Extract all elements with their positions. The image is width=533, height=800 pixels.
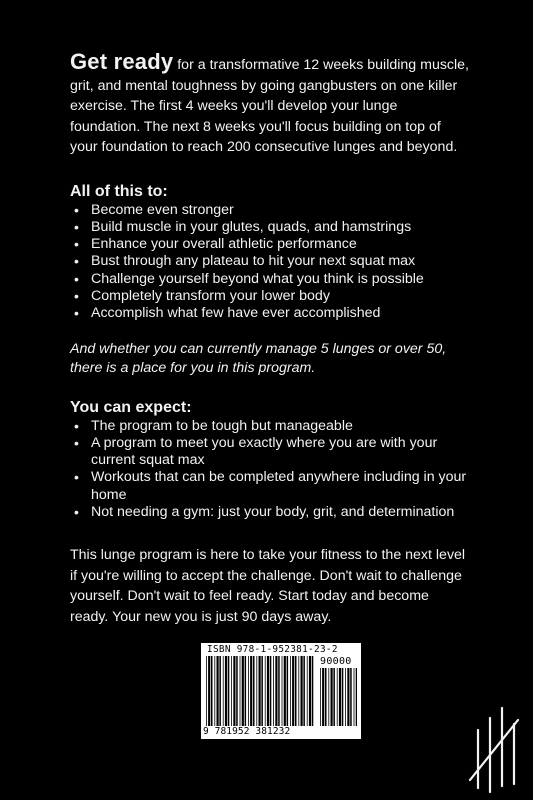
list-item: • Bust through any plateau to hit your next squat max [70, 253, 470, 270]
intro-paragraph [70, 49, 470, 158]
barcode-bar [242, 656, 244, 726]
barcode-bar [240, 656, 241, 726]
barcode-bar [259, 656, 261, 726]
barcode-bar [206, 656, 207, 726]
barcode-bar [267, 656, 269, 726]
barcode-bar [208, 656, 210, 726]
barcode-bar [354, 668, 355, 726]
list-item: • Enhance your overall athletic performance [70, 236, 470, 253]
barcode-bar [265, 656, 266, 726]
barcode-bar [256, 656, 257, 726]
barcode-bar [298, 656, 299, 726]
list-item: • Become even stronger [70, 202, 470, 219]
barcode-bar [236, 656, 238, 726]
barcode-bar [278, 656, 280, 726]
barcode-bar [295, 656, 297, 726]
publisher-logo-icon [462, 700, 522, 795]
barcode-bar [228, 656, 230, 726]
barcode-bar [261, 656, 263, 726]
barcode-bar [225, 656, 227, 726]
barcode-bar [214, 656, 215, 726]
list-item: • Workouts that can be completed anywhere including in your home [70, 469, 470, 504]
expectations-list [70, 418, 470, 522]
intro-lead: Get ready [70, 49, 174, 74]
intro-text: for a transformative 12 weeks building muscle, grit, and mental toughness by going gangbusters on one killer exercise. The first 4 weeks you'll develop your lunge foundation. The next 8 weeks you'll focus building on top of your foundation to reach 200 consecutive lunges and beyond. [70, 57, 470, 155]
barcode-addon-bars-icon [319, 668, 357, 726]
barcode-bar [350, 668, 352, 726]
barcode-bar [307, 656, 308, 726]
barcode-bar [356, 668, 357, 726]
list-item: • Accomplish what few have ever accomplished [70, 305, 470, 322]
barcode-bar [233, 656, 235, 726]
barcode-bar [331, 668, 333, 726]
barcode-bar [325, 668, 327, 726]
you-can-expect-heading: You can expect: [70, 398, 192, 416]
isbn-label: ISBN 978-1-952381-23-2 [207, 644, 338, 655]
barcode-digits: 9 781952 381232 [203, 726, 291, 737]
barcode-bar [320, 668, 321, 726]
list-item: • Completely transform your lower body [70, 288, 470, 305]
barcode-bar [273, 656, 274, 726]
barcode-bar [303, 656, 305, 726]
barcode-bar [253, 656, 255, 726]
closing-paragraph: This lunge program is here to take your fitness to the next level if you're willing to accept the challenge. Don't wait to challenge yourself. Don't wait to feel ready. Start today and become ready. Your new you is just 90 days away. [70, 547, 466, 625]
barcode-bar [223, 656, 224, 726]
barcode-bar [270, 656, 272, 726]
list-item: • Not needing a gym: just your body, grit, and determination [70, 504, 470, 521]
barcode-bar [339, 668, 341, 726]
list-item: • The program to be tough but manageable [70, 418, 470, 435]
barcode-bar [275, 656, 277, 726]
benefits-list [70, 202, 470, 323]
barcode-bar [282, 656, 283, 726]
barcode-bar [211, 656, 213, 726]
barcode-bar [309, 656, 311, 726]
barcode-bar [322, 668, 324, 726]
barcode-bar [337, 668, 338, 726]
barcode-bar [333, 668, 335, 726]
all-of-this-heading: All of this to: [70, 182, 168, 200]
barcode-bar [328, 668, 329, 726]
barcode-bar [312, 656, 314, 726]
barcode-bar [245, 656, 247, 726]
barcode-bar [290, 656, 291, 726]
barcode-bar [231, 656, 232, 726]
barcode-bar [248, 656, 249, 726]
back-cover-text [70, 49, 470, 627]
barcode-bar [292, 656, 294, 726]
barcode-bar [301, 656, 303, 726]
italic-quote: And whether you can currently manage 5 lunges or over 50, there is a place for you in this program. [70, 340, 447, 376]
barcode-bar [345, 668, 346, 726]
barcode-bar [347, 668, 349, 726]
list-item: • Build muscle in your glutes, quads, and hamstrings [70, 219, 470, 236]
barcode-bar [342, 668, 344, 726]
barcode-bar [219, 656, 221, 726]
barcode-bar [284, 656, 286, 726]
isbn-barcode [201, 643, 361, 739]
list-item: • Challenge yourself beyond what you think is possible [70, 271, 470, 288]
list-item: • A program to meet you exactly where you are with your current squat max [70, 435, 470, 470]
price-code: 90000 [320, 656, 352, 667]
barcode-bar [217, 656, 219, 726]
barcode-bar [287, 656, 289, 726]
barcode-bars-icon [205, 656, 315, 726]
barcode-bar [250, 656, 252, 726]
